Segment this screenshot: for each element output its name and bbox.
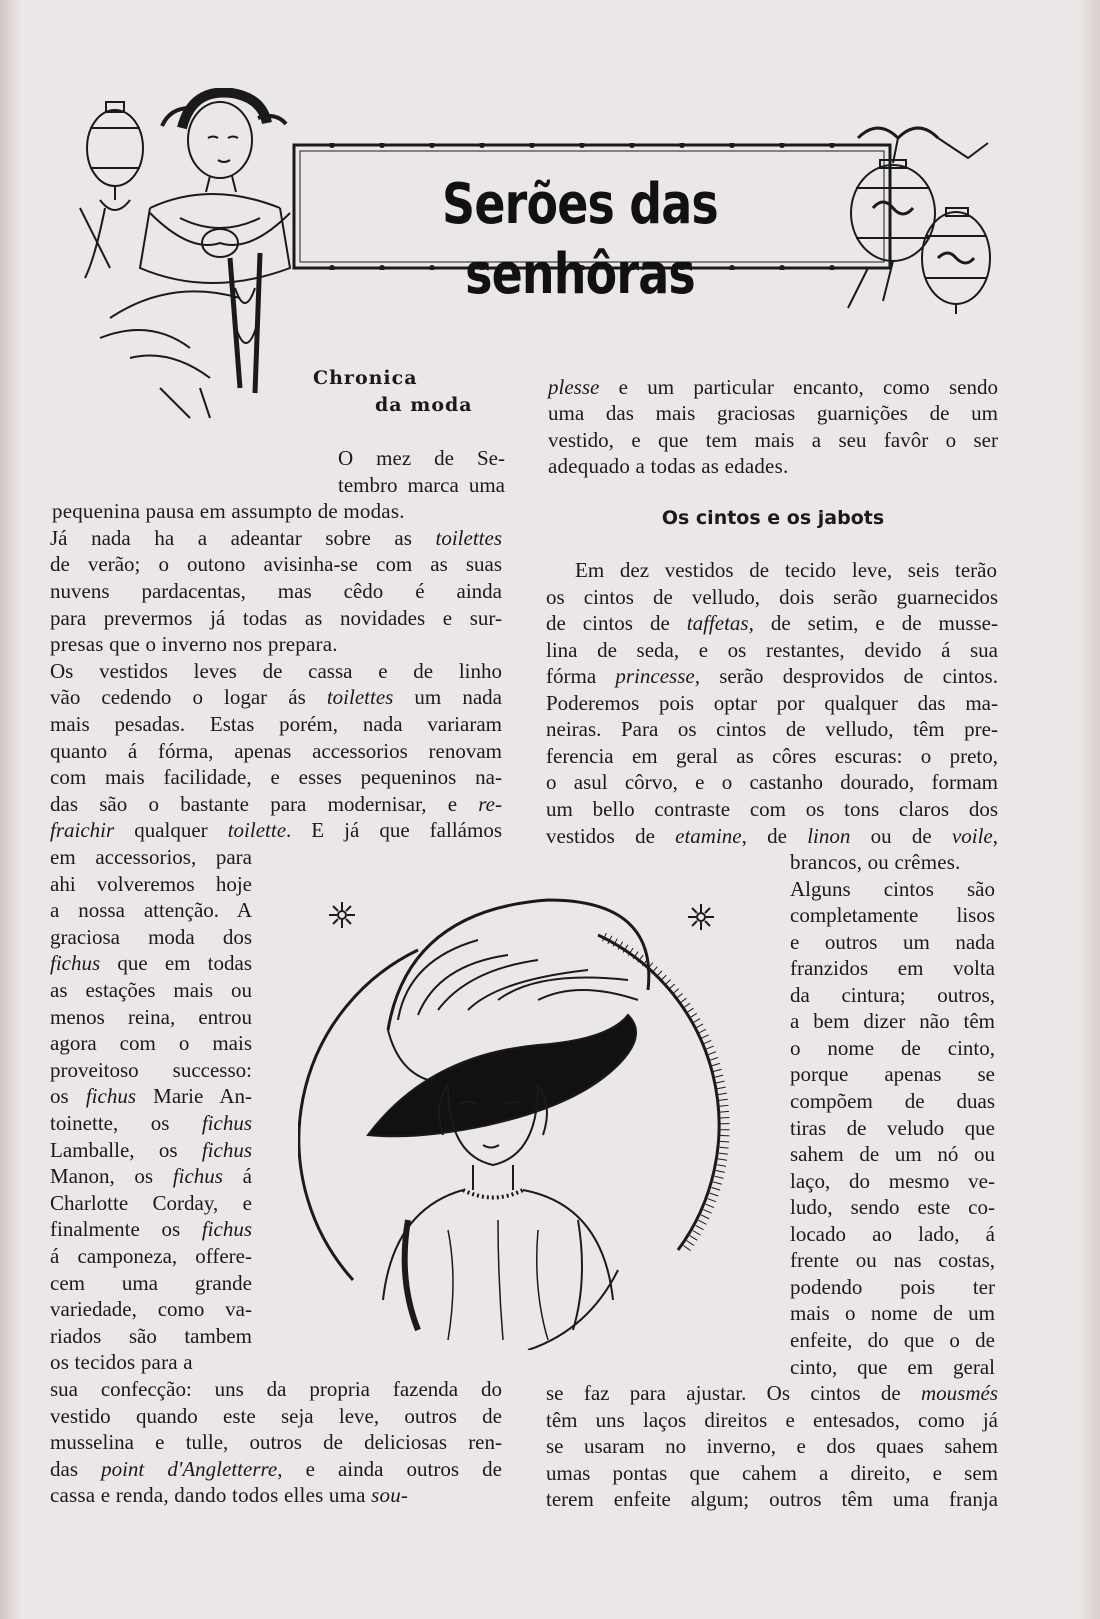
text-line: ferencia em geral as côres escuras: o preto, xyxy=(546,743,998,768)
text-line: Já nada ha a adeantar sobre as toilettes xyxy=(50,525,502,550)
text-line: fórma princesse, serão desprovidos de cintos. xyxy=(546,664,998,689)
text-line: mais o nome de um xyxy=(790,1301,995,1326)
text-line: Os vestidos leves de cassa e de linho xyxy=(50,658,502,683)
page-title: Serões das senhôras xyxy=(442,172,718,307)
text-line: brancos, ou crêmes. xyxy=(790,850,961,875)
page-edge-shadow xyxy=(0,0,22,1619)
text-line: de verão; o outono avisinha-se com as suas xyxy=(50,552,502,577)
text-line: toinette, os fichus xyxy=(50,1111,252,1135)
text-line: das são o bastante para modernisar, e re- xyxy=(50,791,502,816)
text-line: pequenina pausa em assumpto de modas. xyxy=(52,499,405,524)
text-line: se faz para ajustar. Os cintos de mousmés xyxy=(546,1381,998,1406)
text-line: sahem de um nó ou xyxy=(790,1142,995,1167)
text-line: de cintos de taffetas, de setim, e de musse- xyxy=(546,611,998,636)
text-line: lina de seda, e os restantes, devido á sua xyxy=(546,637,998,662)
article-heading: Chronica xyxy=(313,367,418,389)
article-heading: da moda xyxy=(375,394,473,416)
text-line: para prevermos já todas as novidades e sur- xyxy=(50,605,502,630)
text-line: neiras. Para os cintos de velludo, têm pre- xyxy=(546,717,998,742)
text-line: menos reina, entrou xyxy=(50,1004,252,1029)
text-line: plesse e um particular encanto, como sendo xyxy=(548,375,998,399)
text-line: ahi volveremos hoje xyxy=(50,871,252,896)
text-line: os tecidos para a xyxy=(50,1350,193,1375)
page-edge-shadow xyxy=(1078,0,1100,1619)
text-line: e outros um nada xyxy=(790,929,995,954)
text-line: completamente lisos xyxy=(790,903,995,928)
text-line: O mez de Se- xyxy=(338,446,505,470)
text-line: porque apenas se xyxy=(790,1062,995,1087)
text-line: laço, do mesmo ve- xyxy=(790,1168,995,1193)
text-line: vestidos de etamine, de linon ou de voile, xyxy=(546,823,998,848)
text-line: os cintos de velludo, dois serão guarnecidos xyxy=(546,584,998,609)
text-line: fichus que em todas xyxy=(50,951,252,976)
text-line: adequado a todas as edades. xyxy=(548,453,789,478)
text-line: vão cedendo o logar ás toilettes um nada xyxy=(50,685,502,710)
text-line: as estações mais ou xyxy=(50,978,252,1002)
text-line: das point d'Angletterre, e ainda outros de xyxy=(50,1456,502,1481)
text-line: agora com o mais xyxy=(50,1031,252,1056)
text-line: compõem de duas xyxy=(790,1089,995,1113)
text-line: podendo pois ter xyxy=(790,1274,995,1299)
text-line: Poderemos pois optar por qualquer das ma- xyxy=(546,690,998,715)
text-line: os fichus Marie An- xyxy=(50,1084,252,1109)
text-line: se usaram no inverno, e dos quaes sahem xyxy=(546,1434,998,1459)
text-line: Manon, os fichus á xyxy=(50,1164,252,1189)
text-line: Charlotte Corday, e xyxy=(50,1190,252,1215)
text-line: Em dez vestidos de tecido leve, seis terão xyxy=(575,558,997,582)
text-line: cassa e renda, dando todos elles uma sou- xyxy=(50,1483,409,1508)
text-line: presas que o inverno nos prepara. xyxy=(50,632,338,657)
text-line: cem uma grande xyxy=(50,1270,252,1295)
text-line: ludo, sendo este co- xyxy=(790,1195,995,1220)
text-line: têm uns laços direitos e entesados, como já xyxy=(546,1407,998,1432)
text-line: tembro marca uma xyxy=(338,472,505,497)
text-line: vestido, e que tem mais a seu favôr o ser xyxy=(548,427,998,452)
text-line: franzidos em volta xyxy=(790,956,995,981)
text-line: frente ou nas costas, xyxy=(790,1248,995,1273)
text-line: cinto, que em geral xyxy=(790,1354,995,1379)
text-line: o asul côrvo, e o castanho dourado, formam xyxy=(546,770,998,795)
text-line: Alguns cintos são xyxy=(790,876,995,901)
text-line: umas pontas que cahem a direito, e sem xyxy=(546,1460,998,1485)
text-line: a nossa attenção. A xyxy=(50,898,252,923)
text-line: um bello contraste com os tons claros dos xyxy=(546,796,998,821)
section-heading: Os cintos e os jabots xyxy=(661,507,885,529)
text-line: o nome de cinto, xyxy=(790,1035,995,1060)
lanterns-illustration xyxy=(838,118,1008,318)
text-line: da cintura; outros, xyxy=(790,982,995,1007)
text-line: á camponeza, offere- xyxy=(50,1244,252,1268)
text-line: nuvens pardacentas, mas cêdo é ainda xyxy=(50,579,502,603)
text-line: terem enfeite algum; outros têm uma franja xyxy=(546,1487,998,1512)
lady-lantern-illustration xyxy=(70,88,310,428)
text-line: em accessorios, para xyxy=(50,845,252,869)
text-line: finalmente os fichus xyxy=(50,1217,252,1242)
text-line: fraichir qualquer toilette. E já que fallámos xyxy=(50,818,502,843)
text-line: Lamballe, os fichus xyxy=(50,1137,252,1162)
text-line: com mais facilidade, e esses pequeninos na- xyxy=(50,765,502,790)
text-line: a bem dizer não têm xyxy=(790,1009,995,1034)
text-line: proveitoso successo: xyxy=(50,1057,252,1082)
text-line: enfeite, do que o de xyxy=(790,1327,995,1352)
text-line: sua confecção: uns da propria fazenda do xyxy=(50,1377,502,1401)
text-line: riados são tambem xyxy=(50,1323,252,1348)
text-line: vestido quando este seja leve, outros de xyxy=(50,1403,502,1428)
text-line: musselina e tulle, outros de deliciosas ren- xyxy=(50,1430,502,1455)
text-line: mais pesadas. Estas porém, nada variaram xyxy=(50,712,502,736)
lady-hat-illustration xyxy=(298,890,748,1350)
text-line: variedade, como va- xyxy=(50,1297,252,1322)
text-line: quanto á fórma, apenas accessorios renovam xyxy=(50,738,502,763)
text-line: graciosa moda dos xyxy=(50,924,252,949)
text-line: locado ao lado, á xyxy=(790,1221,995,1246)
text-line: uma das mais graciosas guarnições de um xyxy=(548,401,998,426)
text-line: tiras de veludo que xyxy=(790,1115,995,1140)
